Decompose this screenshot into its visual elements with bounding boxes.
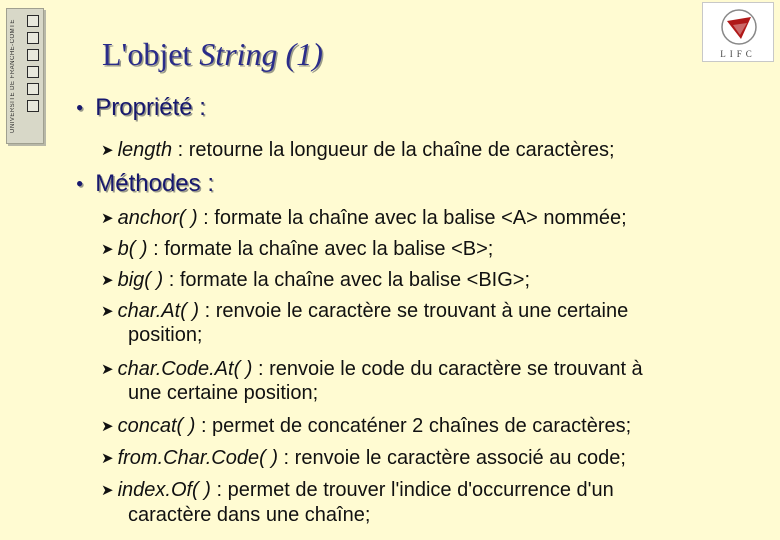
arrow-bullet-icon: ➤ bbox=[101, 142, 114, 159]
item-description: : formate la chaîne avec la balise <B>; bbox=[147, 238, 494, 260]
arrow-bullet-icon: ➤ bbox=[101, 361, 114, 378]
list-item bbox=[101, 138, 615, 164]
list-item-continuation: caractère dans une chaîne; bbox=[128, 504, 371, 526]
bullet-icon: ● bbox=[76, 100, 84, 114]
arrow-bullet-icon: ➤ bbox=[101, 272, 114, 289]
item-keyword: char.At( ) bbox=[117, 300, 200, 322]
university-banner bbox=[6, 8, 44, 144]
title-italic: String (1) bbox=[199, 36, 323, 72]
item-keyword: index.Of( ) bbox=[117, 479, 211, 501]
banner-icon bbox=[27, 49, 39, 61]
lifc-logo-icon bbox=[719, 7, 759, 47]
item-description: : renvoie le caractère associé au code; bbox=[278, 447, 626, 469]
item-keyword: anchor( ) bbox=[117, 207, 198, 229]
list-item-continuation: position; bbox=[128, 324, 203, 346]
arrow-bullet-icon: ➤ bbox=[101, 241, 114, 258]
list-item-continuation: une certaine position; bbox=[128, 382, 319, 404]
banner-icon bbox=[27, 83, 39, 95]
banner-icon bbox=[27, 32, 39, 44]
arrow-bullet-icon: ➤ bbox=[101, 418, 114, 435]
university-name: UNIVERSITE DE FRANCHE-COMTE bbox=[10, 19, 16, 133]
list-item bbox=[101, 299, 628, 325]
title-plain: L'objet bbox=[102, 36, 200, 72]
arrow-bullet-icon: ➤ bbox=[101, 210, 114, 227]
list-item bbox=[101, 446, 626, 472]
list-item bbox=[101, 414, 631, 440]
arrow-bullet-icon: ➤ bbox=[101, 450, 114, 467]
item-description: : renvoie le code du caractère se trouvant à bbox=[252, 358, 643, 380]
item-description: : permet de trouver l'indice d'occurrence d'un bbox=[210, 479, 614, 501]
item-description: : permet de concaténer 2 chaînes de caractères; bbox=[195, 415, 632, 437]
item-keyword: from.Char.Code( ) bbox=[117, 447, 278, 469]
item-keyword: big( ) bbox=[117, 269, 164, 291]
section-heading-methods bbox=[76, 170, 214, 198]
item-keyword: length bbox=[117, 139, 173, 161]
lifc-logo bbox=[702, 2, 774, 62]
item-description: : formate la chaîne avec la balise <A> nommée; bbox=[197, 207, 627, 229]
item-description: : retourne la longueur de la chaîne de caractères; bbox=[172, 139, 615, 161]
arrow-bullet-icon: ➤ bbox=[101, 303, 114, 320]
banner-icons bbox=[27, 15, 41, 117]
arrow-bullet-icon: ➤ bbox=[101, 482, 114, 499]
list-item bbox=[101, 206, 627, 232]
item-keyword: b( ) bbox=[117, 238, 148, 260]
page-title bbox=[102, 36, 323, 73]
section-heading-label: Propriété : bbox=[95, 94, 206, 121]
banner-icon bbox=[27, 100, 39, 112]
item-keyword: char.Code.At( ) bbox=[117, 358, 253, 380]
section-heading-properties bbox=[76, 94, 206, 122]
section-heading-label: Méthodes : bbox=[95, 170, 214, 197]
item-description: : formate la chaîne avec la balise <BIG>; bbox=[163, 269, 531, 291]
item-keyword: concat( ) bbox=[117, 415, 196, 437]
bullet-icon: ● bbox=[76, 176, 84, 190]
logo-text: LIFC bbox=[720, 49, 756, 59]
list-item bbox=[101, 357, 643, 383]
banner-icon bbox=[27, 15, 39, 27]
item-description: : renvoie le caractère se trouvant à une certaine bbox=[199, 300, 629, 322]
list-item bbox=[101, 237, 493, 263]
list-item bbox=[101, 268, 530, 294]
list-item bbox=[101, 478, 614, 504]
banner-icon bbox=[27, 66, 39, 78]
